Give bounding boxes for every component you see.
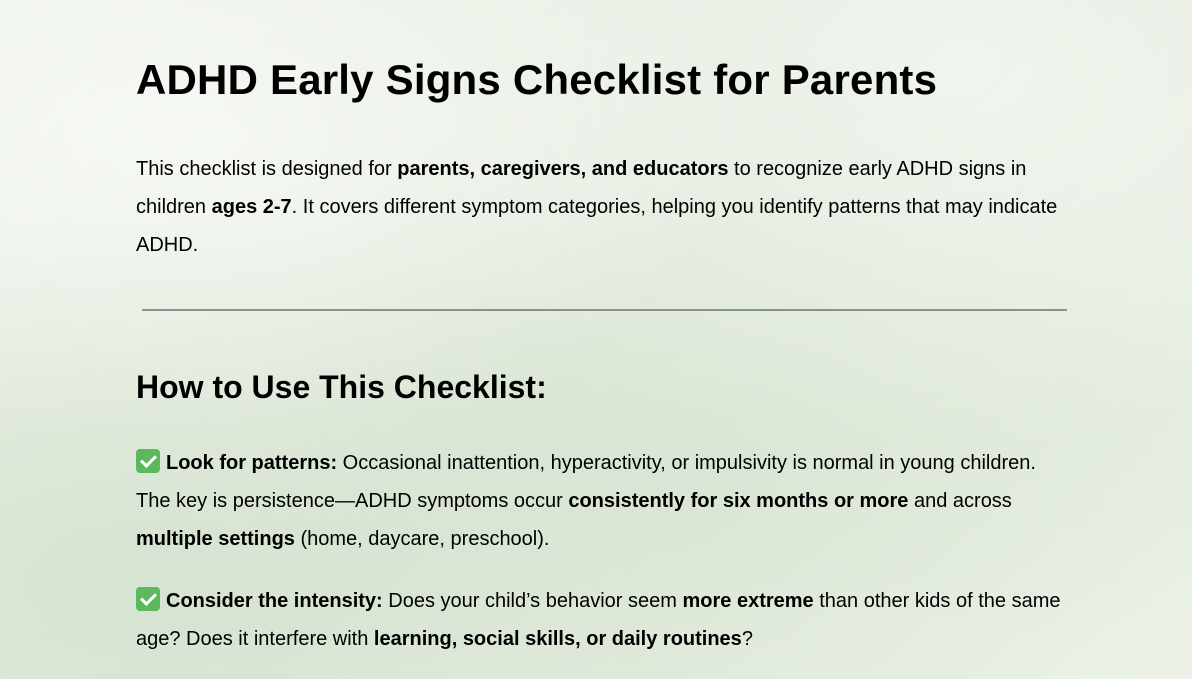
tip-text-2: than other kids of the same age? Does it interfere with [136, 590, 1061, 650]
section-divider [142, 309, 1067, 311]
check-mark-icon [136, 449, 160, 473]
tip-text-1: Does your child’s behavior seem [382, 590, 683, 612]
check-mark-icon [136, 587, 160, 611]
intro-text-2: to recognize early ADHD signs in children [136, 158, 1027, 218]
tip-bold-2: learning, social skills, or daily routines [373, 628, 742, 650]
intro-bold-audience: parents, caregivers, and educators [397, 158, 729, 180]
tip-bold-2: multiple settings [136, 528, 295, 550]
tip-label: Consider the intensity: [166, 590, 383, 612]
tip-text-3: ? [741, 628, 753, 650]
tip-text-1: Occasional inattention, hyperactivity, or impulsivity is normal in young children. The key is persistence—ADHD symptoms occur [136, 452, 1036, 512]
page-title: ADHD Early Signs Checklist for Parents [136, 56, 938, 103]
section-heading: How to Use This Checklist: [136, 369, 547, 405]
tip-bold-1: consistently for six months or more [568, 490, 909, 512]
tip-text-2: and across [908, 490, 1012, 512]
intro-bold-ages: ages 2-7 [211, 196, 292, 218]
tip-label: Look for patterns: [166, 452, 338, 474]
tip-bold-1: more extreme [682, 590, 814, 612]
tip-item [136, 444, 1071, 558]
intro-text-1: This checklist is designed for [136, 158, 398, 180]
tip-text-3: (home, daycare, preschool). [294, 528, 550, 550]
intro-text-3: . It covers different symptom categories, helping you identify patterns that may indicate ADHD. [136, 196, 1058, 256]
tip-item [136, 582, 1071, 658]
intro-paragraph [136, 150, 1071, 264]
